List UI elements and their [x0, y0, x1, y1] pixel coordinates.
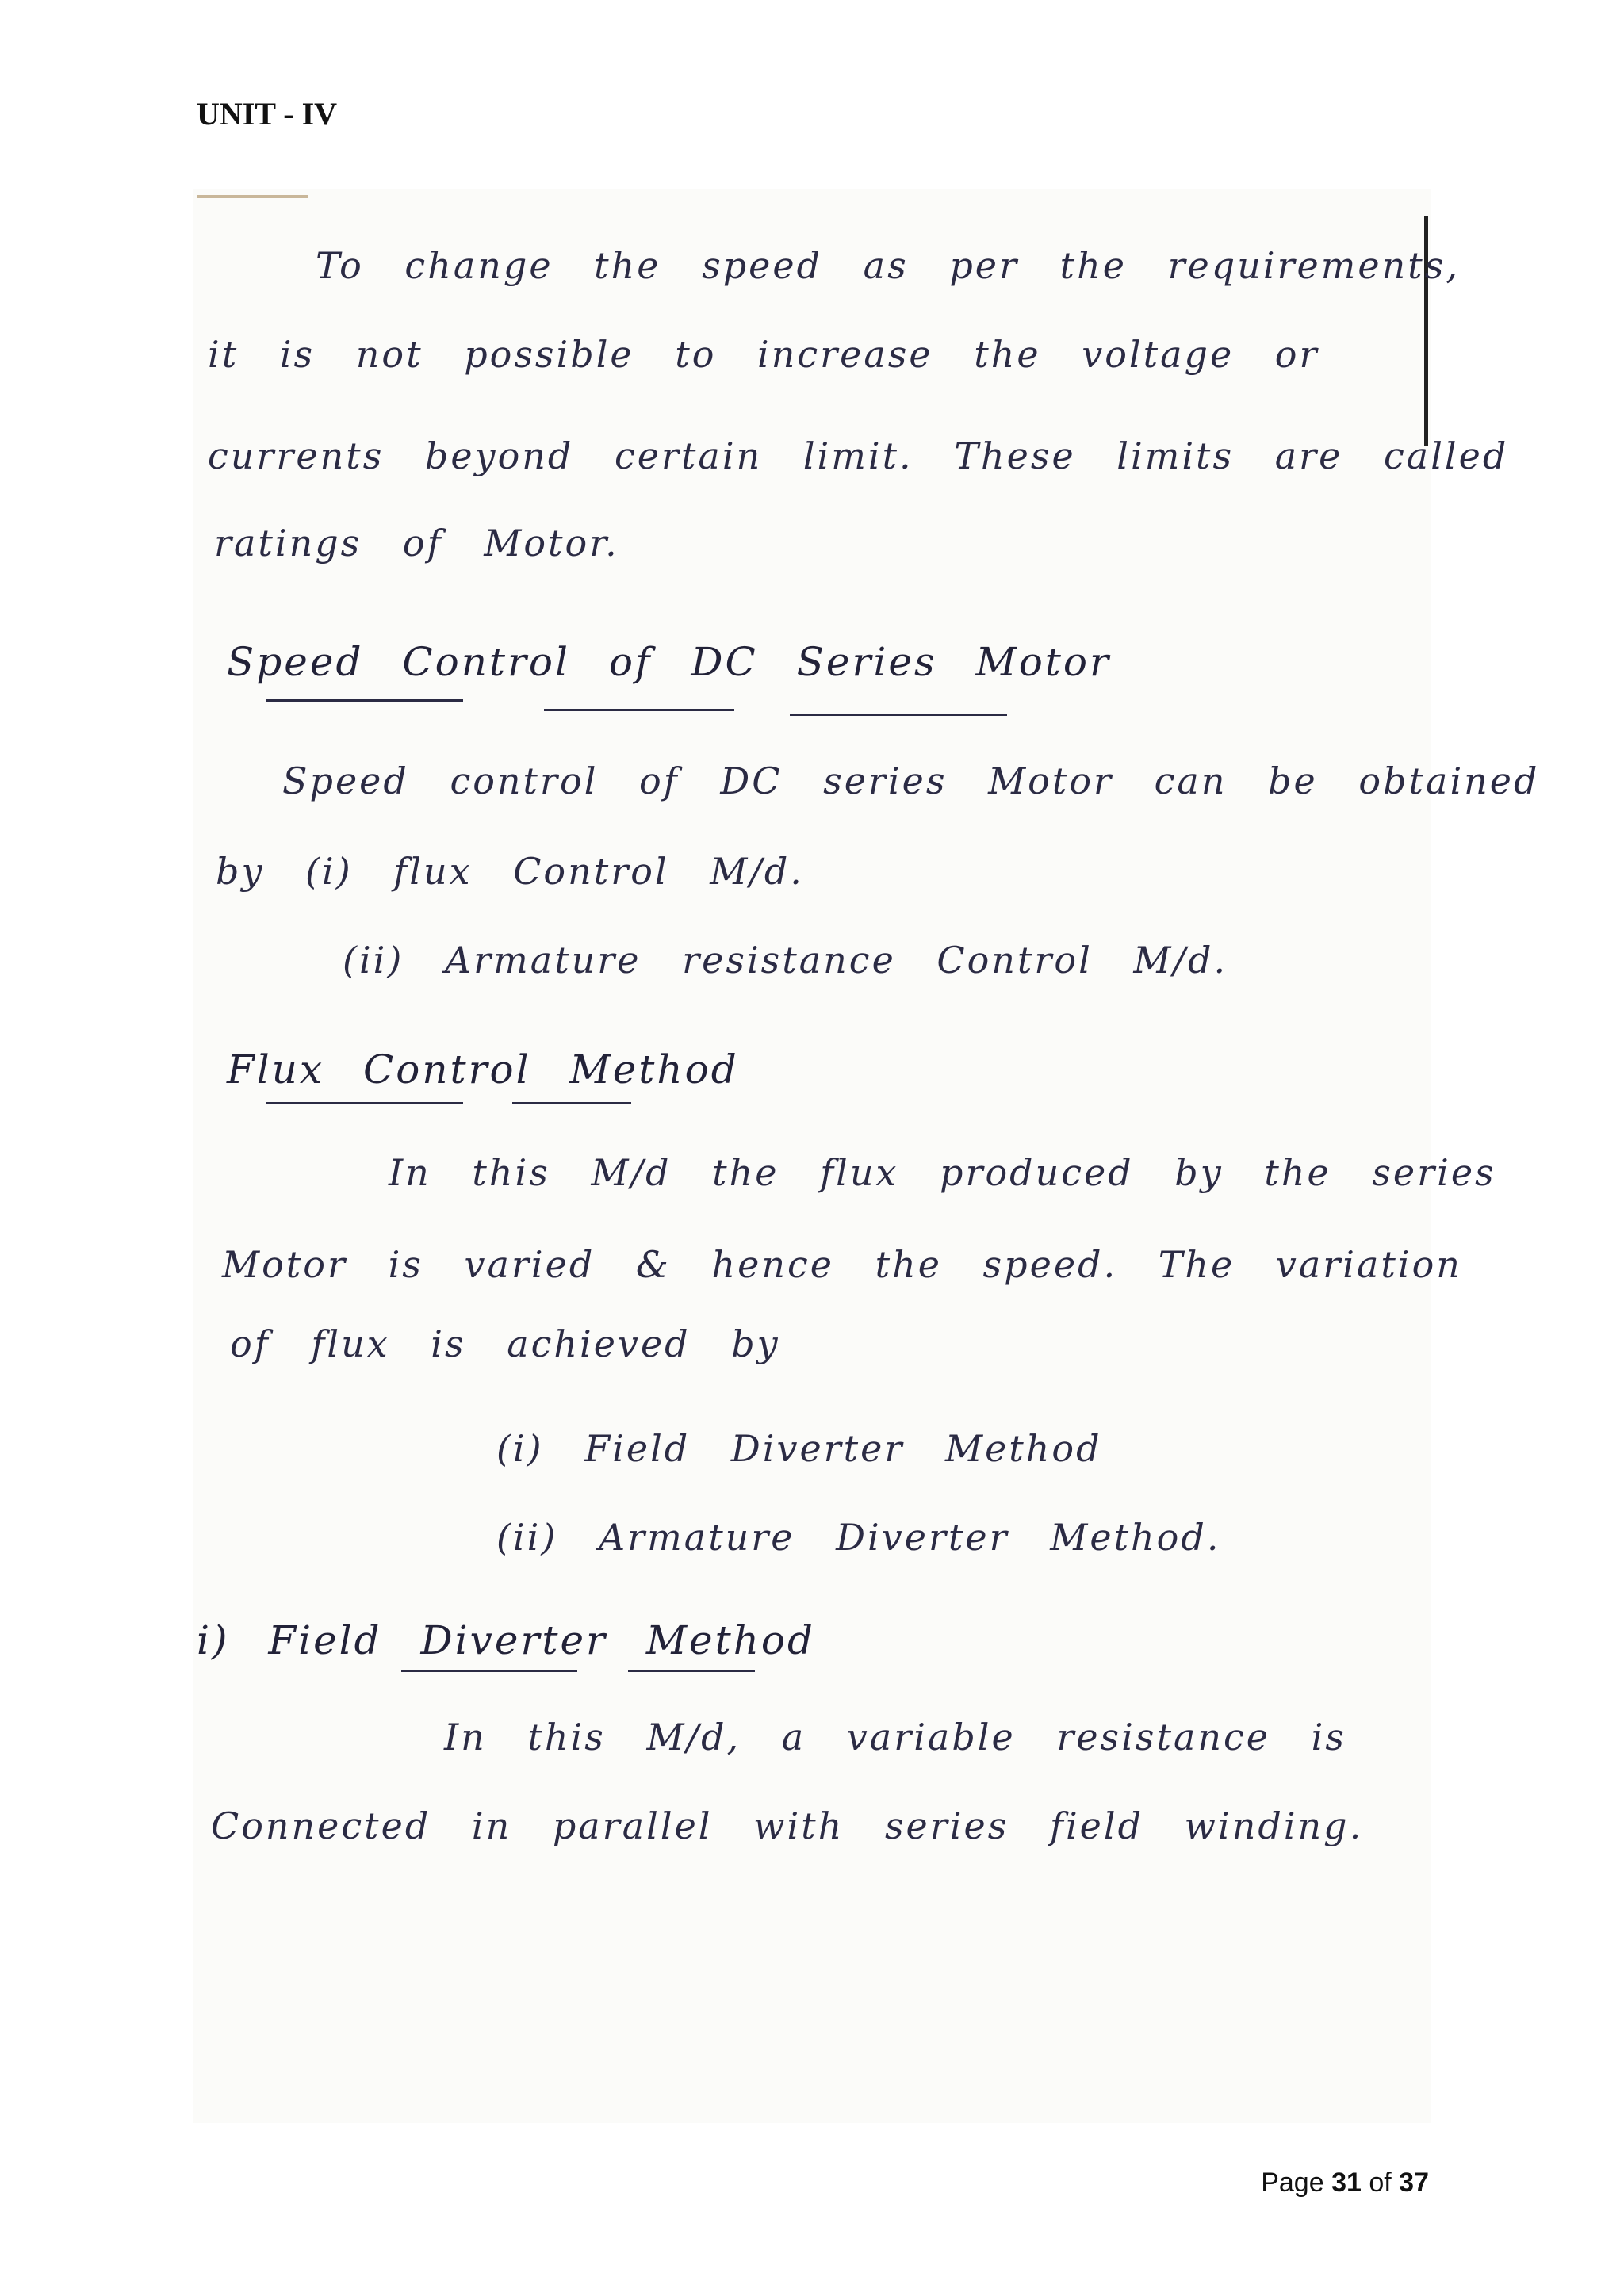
intro-line-1: To change the speed as per the requirements, [316, 244, 1460, 287]
underline [544, 709, 734, 711]
section1-line-1: Speed control of DC series Motor can be obtained [282, 760, 1540, 802]
page-number [1261, 2168, 1429, 2198]
underline [401, 1670, 577, 1672]
page-total: 37 [1399, 2168, 1429, 2198]
intro-line-4: ratings of Motor. [214, 522, 619, 564]
section-title-field-diverter: i) Field Diverter Method [197, 1617, 816, 1663]
underline [628, 1670, 755, 1672]
section-title-flux-control: Flux Control Method [227, 1047, 739, 1093]
underline [512, 1102, 631, 1104]
underline [790, 714, 1007, 716]
page-current: 31 [1331, 2168, 1362, 2198]
intro-line-2: it is not possible to increase the voltage or [208, 333, 1320, 376]
section1-line-2: by (i) flux Control M/d. [216, 850, 804, 893]
underline [266, 1102, 463, 1104]
section2-line-2: Motor is varied & hence the speed. The variation [222, 1243, 1462, 1286]
section2-line-5: (ii) Armature Diverter Method. [496, 1516, 1221, 1559]
page-label: Page [1261, 2168, 1324, 2198]
intro-line-3: currents beyond certain limit. These limits are called [208, 434, 1509, 477]
underline [266, 699, 463, 702]
section2-line-3: of flux is achieved by [230, 1322, 780, 1365]
section2-line-1: In this M/d the flux produced by the series [389, 1151, 1496, 1194]
section-title-speed-control: Speed Control of DC Series Motor [227, 639, 1111, 685]
page-of: of [1369, 2168, 1392, 2198]
scan-edge [197, 195, 308, 198]
section3-line-2: Connected in parallel with series field winding. [211, 1804, 1364, 1847]
section3-line-1: In this M/d, a variable resistance is [444, 1716, 1346, 1758]
section1-line-3: (ii) Armature resistance Control M/d. [343, 939, 1228, 982]
section2-line-4: (i) Field Diverter Method [496, 1427, 1102, 1470]
unit-heading: UNIT - IV [197, 96, 338, 132]
